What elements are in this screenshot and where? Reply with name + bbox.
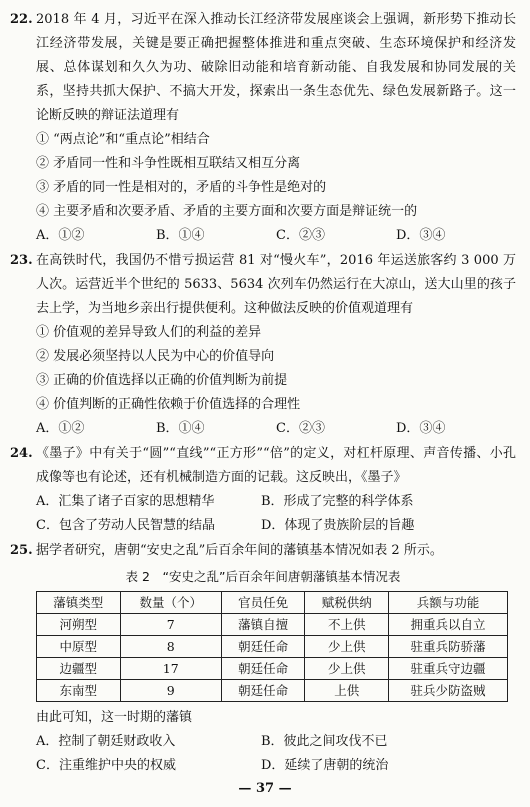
question-23 — [10, 249, 516, 441]
choice-d: D．③④ — [396, 228, 446, 243]
table-cell: 上供 — [305, 680, 389, 702]
choice-a: A．①② — [36, 421, 85, 436]
statement-3: ③ 正确的价值选择以正确的价值判断为前提 — [36, 373, 288, 388]
table-cell: 少上供 — [305, 658, 389, 680]
choice-d: D．体现了贵族阶层的旨趣 — [261, 518, 415, 533]
page-number: — 37 — — [238, 781, 292, 796]
header-count: 数量（个） — [120, 592, 221, 614]
statement-3: ③ 矛盾的同一性是相对的，矛盾的斗争性是绝对的 — [36, 180, 327, 195]
answer-choices-row-1 — [10, 490, 516, 514]
table-cell: 中原型 — [37, 636, 121, 658]
table-row — [37, 614, 508, 636]
table-caption: 表 2 “安史之乱”后百余年间唐朝藩镇基本情况表 — [125, 569, 401, 584]
table-row — [37, 680, 508, 702]
statement-2: ② 发展必须坚持以人民为中心的价值导向 — [36, 349, 275, 364]
table-cell: 9 — [120, 680, 221, 702]
table-cell: 边疆型 — [37, 658, 121, 680]
question-lead: 由此可知，这一时期的藩镇 — [36, 710, 193, 725]
answer-choices-row-2 — [10, 514, 516, 538]
statement-4: ④ 价值判断的正确性依赖于价值选择的合理性 — [36, 397, 301, 412]
table-cell: 朝廷任命 — [221, 658, 305, 680]
table-row — [37, 658, 508, 680]
table-header-row — [37, 592, 508, 614]
table-cell: 朝廷任命 — [221, 680, 305, 702]
table-cell: 不上供 — [305, 614, 389, 636]
table-cell: 少上供 — [305, 636, 389, 658]
question-stem: 《墨子》中有关于“圆”“直线”“正方形”“倍”的定义，对杠杆原理、声音传播、小孔成像等也有论述，还有机械制造方面的记载。这反映出，《墨子》 — [36, 446, 516, 485]
question-stem: 2018 年 4 月，习近平在深入推动长江经济带发展座谈会上强调，新形势下推动长江经济带发展，关键是要正确把握整体推进和重点突破、生态环境保护和经济发展、总体谋划和久久为功、破除旧动能和培育新动能、自我发展和协同发展的关系，坚持共抓大保护、不搞大开发，探索出一条生态优先、绿色发展新路子。这一论断反映的辩证法道理有 — [36, 12, 516, 123]
choice-b: B．形成了完整的科学体系 — [261, 494, 414, 509]
question-24 — [10, 442, 516, 538]
answer-choices-row-1 — [10, 730, 516, 754]
question-22 — [10, 8, 516, 248]
choice-c: C．包含了劳动人民智慧的结晶 — [36, 518, 215, 533]
table-cell: 东南型 — [37, 680, 121, 702]
header-tax: 赋税供纳 — [305, 592, 389, 614]
statement-1: ① “两点论”和“重点论”相结合 — [36, 132, 210, 147]
table-cell: 藩镇自擅 — [221, 614, 305, 636]
choice-b: B．彼此之间攻伐不已 — [261, 734, 388, 749]
choice-a: A．汇集了诸子百家的思想精华 — [36, 494, 215, 509]
choice-c: C．②③ — [276, 421, 325, 436]
answer-choices-row-2 — [10, 754, 516, 778]
statement-2: ② 矛盾同一性和斗争性既相互联结又相互分离 — [36, 156, 301, 171]
choice-d: D．延续了唐朝的统治 — [261, 758, 389, 773]
table-row — [37, 636, 508, 658]
header-type: 藩镇类型 — [37, 592, 121, 614]
statement-1: ① 价值观的差异导致人们的利益的差异 — [36, 325, 262, 340]
statement-4: ④ 主要矛盾和次要矛盾、矛盾的主要方面和次要方面是辩证统一的 — [36, 204, 418, 219]
table-cell: 驻重兵守边疆 — [389, 658, 508, 680]
question-stem: 据学者研究，唐朝“安史之乱”后百余年间的藩镇基本情况如表 2 所示。 — [36, 543, 443, 558]
question-number: 25. — [10, 543, 33, 558]
table-cell: 河朔型 — [37, 614, 121, 636]
question-stem: 在高铁时代，我国仍不惜亏损运营 81 对“慢火车”，2016 年运送旅客约 3 000 万人次。运营近半个世纪的 5633、5634 次列车仍然运行在大凉山，送大山里的孩子去上学，为当地乡亲出行提供便利。这种做法反映的价值观道理有 — [36, 253, 516, 316]
table-cell: 驻兵少防盗贼 — [389, 680, 508, 702]
answer-choices — [10, 417, 516, 441]
choice-c: C．注重维护中央的权威 — [36, 758, 176, 773]
choice-a: A．控制了朝廷财政收入 — [36, 734, 176, 749]
question-number: 23. — [10, 253, 33, 268]
header-troops: 兵额与功能 — [389, 592, 508, 614]
choice-b: B．①④ — [156, 228, 205, 243]
answer-choices — [10, 224, 516, 248]
table-cell: 17 — [120, 658, 221, 680]
choice-b: B．①④ — [156, 421, 205, 436]
table-cell: 拥重兵以自立 — [389, 614, 508, 636]
choice-a: A．①② — [36, 228, 85, 243]
fanzhen-table — [36, 591, 508, 702]
table-cell: 朝廷任命 — [221, 636, 305, 658]
table-cell: 驻重兵防骄藩 — [389, 636, 508, 658]
choice-d: D．③④ — [396, 421, 446, 436]
header-appointment: 官员任免 — [221, 592, 305, 614]
table-cell: 7 — [120, 614, 221, 636]
choice-c: C．②③ — [276, 228, 325, 243]
table-cell: 8 — [120, 636, 221, 658]
question-25 — [10, 539, 516, 778]
question-number: 24. — [10, 446, 33, 461]
question-number: 22. — [10, 12, 33, 27]
